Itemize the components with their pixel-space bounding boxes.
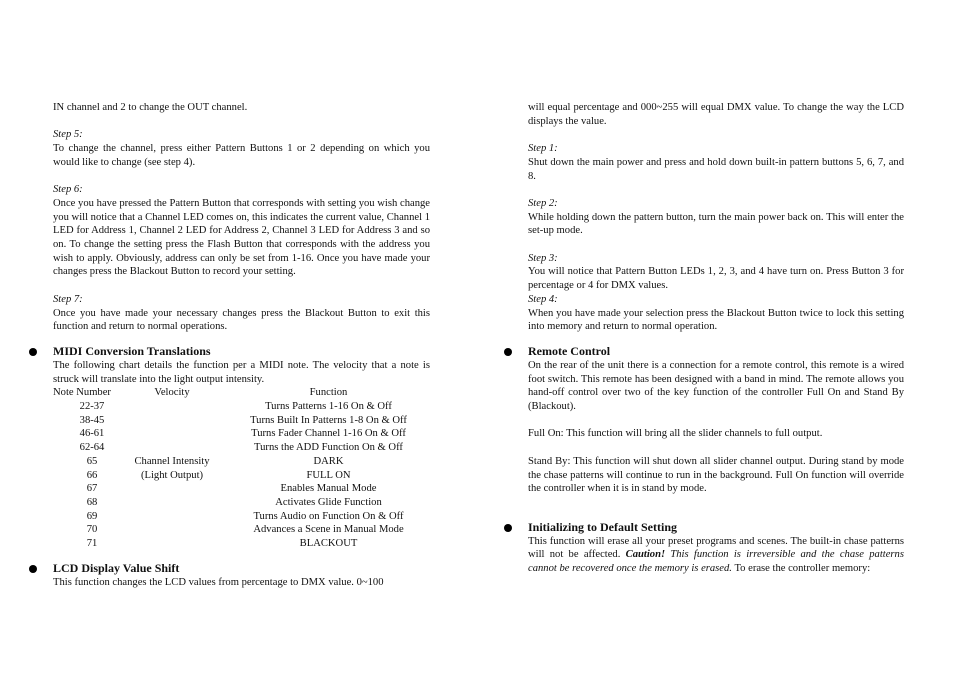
function-cell: Turns Fader Channel 1-16 On & Off [251, 428, 406, 440]
right-intro-text: will equal percentage and 000~255 will equal DMX value. To change the way the LCD displays the value. [528, 102, 904, 127]
step2-text: While holding down the pattern button, turn the main power back on. This will enter the set-up mode. [528, 211, 904, 237]
note-cell: 67 [86, 483, 98, 495]
step1-label: Step 1: [528, 143, 558, 155]
step4-text: When you have made your selection press the Blackout Button twice to lock this setting into memory and return to normal operation. [528, 307, 904, 333]
step7-text: Once you have made your necessary changes press the Blackout Button to exit this function and return to normal operations. [53, 307, 430, 333]
velocity-cell [117, 537, 227, 551]
table-row [53, 414, 430, 428]
velocity-cell [117, 496, 227, 510]
table-row [53, 441, 430, 455]
init-text-a: This function will erase all your preset programs and scenes. The built-in chase patterns will not be affected. [528, 535, 904, 561]
remote-text: On the rear of the unit there is a connection for a remote control, this remote is a wired foot switch. This remote has been designed with a band in mind. The remote allows you hand-off control over two of the key function of the controller Full On and Stand By (Blackout). [528, 359, 904, 413]
row-spacer [53, 469, 67, 483]
velocity-cell [117, 523, 227, 537]
step4-label: Step 4: [528, 293, 558, 305]
midi-heading-text: MIDI Conversion Translations [53, 343, 211, 358]
velocity-cell [117, 427, 227, 441]
step5-text: To change the channel, press either Pattern Buttons 1 or 2 depending on which you would like to change (see step 4). [53, 143, 430, 168]
remote-heading [528, 344, 904, 359]
bullet-icon [504, 524, 512, 532]
fullon-text: Full On: This function will bring all the slider channels to full output. [528, 428, 823, 440]
header-function: Function [309, 387, 348, 399]
header-velocity: Velocity [154, 387, 190, 399]
init-heading-text: Initializing to Default Setting [528, 519, 677, 534]
velocity-cell [117, 482, 227, 496]
step2-label: Step 2: [528, 197, 558, 209]
header-note: Note Number [53, 387, 111, 399]
note-cell: 62-64 [79, 442, 105, 454]
bullet-icon [29, 565, 37, 573]
row-spacer [53, 482, 67, 496]
row-spacer [53, 400, 67, 414]
lcd-text: This function changes the LCD values from percentage to DMX value. 0~100 [53, 576, 384, 588]
function-cell: Turns Patterns 1-16 On & Off [265, 401, 392, 413]
step6-label: Step 6: [53, 184, 83, 196]
row-spacer [53, 537, 67, 551]
note-cell: 46-61 [79, 428, 105, 440]
init-caution: Caution! [625, 549, 666, 561]
midi-table-header [53, 386, 430, 400]
velocity-cell: Channel Intensity [134, 455, 210, 467]
function-cell: Activates Glide Function [275, 496, 382, 508]
step7-label: Step 7: [53, 293, 83, 305]
table-row [53, 523, 430, 537]
table-row [53, 496, 430, 510]
note-cell: 22-37 [79, 401, 105, 413]
table-row [53, 469, 430, 483]
standby-text: Stand By: This function will shut down all slider channel output. During stand by mode the chase patterns will continue to run in the background. Full On function will override the controller when it is in stand by mode. [528, 455, 904, 495]
step5-label: Step 5: [53, 129, 83, 141]
step3-label: Step 3: [528, 252, 558, 264]
midi-intro-text: The following chart details the function per a MIDI note. The velocity that a note is struck will translate into the light output intensity. [53, 359, 430, 385]
velocity-cell [117, 510, 227, 524]
function-cell: FULL ON [306, 469, 351, 481]
row-spacer [53, 455, 67, 469]
step1-text: Shut down the main power and press and hold down built-in pattern buttons 5, 6, 7, and 8. [528, 156, 904, 182]
function-cell: Enables Manual Mode [280, 483, 377, 495]
velocity-cell [117, 414, 227, 428]
note-cell: 65 [86, 455, 98, 467]
step6-text: Once you have pressed the Pattern Button that corresponds with setting you wish change you will notice that a Channel LED comes on, this indicates the current value, Channel 1 LED for Address 1, Channel 2 LED for Address 2, Channel 3 LED for Address 3 and so on. To change the setting press the Flash Button that corresponds with the address you wish to apply. Obviously, address can only be set from 1-16. Once you have made your changes press the Blackout Button to record your setting. [53, 197, 430, 278]
midi-heading [53, 344, 430, 359]
note-cell: 69 [86, 510, 98, 522]
table-row [53, 482, 430, 496]
left-intro-text: IN channel and 2 to change the OUT channel. [53, 102, 248, 113]
note-cell: 70 [86, 524, 98, 536]
bullet-icon [504, 348, 512, 356]
remote-heading-text: Remote Control [528, 343, 611, 358]
row-spacer [53, 510, 67, 524]
note-cell: 38-45 [79, 414, 105, 426]
table-row [53, 427, 430, 441]
init-text-b: This function is irreversible and the chase patterns cannot be recovered once the memory is erased. [528, 549, 904, 574]
init-text [528, 535, 904, 576]
row-spacer [53, 427, 67, 441]
bullet-icon [29, 348, 37, 356]
velocity-cell: (Light Output) [140, 469, 204, 481]
row-spacer [53, 441, 67, 455]
function-cell: DARK [313, 455, 344, 467]
function-cell: Turns Built In Patterns 1-8 On & Off [250, 414, 407, 426]
init-text-c: To erase the controller memory: [734, 563, 871, 574]
lcd-heading [53, 561, 430, 576]
note-cell: 68 [86, 496, 98, 508]
table-row [53, 510, 430, 524]
table-row [53, 455, 430, 469]
midi-table-body [53, 400, 430, 551]
step3-text: You will notice that Pattern Button LEDs 1, 2, 3, and 4 have turn on. Press Button 3 for percentage or 4 for DMX values. [528, 266, 904, 292]
function-cell: Advances a Scene in Manual Mode [253, 524, 404, 536]
table-row [53, 537, 430, 551]
function-cell: BLACKOUT [299, 538, 358, 550]
right-column [528, 101, 904, 576]
midi-table [53, 386, 430, 400]
velocity-cell [117, 441, 227, 455]
row-spacer [53, 496, 67, 510]
init-heading [528, 520, 904, 535]
note-cell: 71 [86, 538, 98, 550]
table-row [53, 400, 430, 414]
velocity-cell [117, 400, 227, 414]
lcd-heading-text: LCD Display Value Shift [53, 560, 180, 575]
row-spacer [53, 414, 67, 428]
function-cell: Turns the ADD Function On & Off [254, 442, 403, 454]
function-cell: Turns Audio on Function On & Off [253, 510, 404, 522]
note-cell: 66 [86, 469, 98, 481]
left-column [53, 101, 430, 589]
row-spacer [53, 523, 67, 537]
